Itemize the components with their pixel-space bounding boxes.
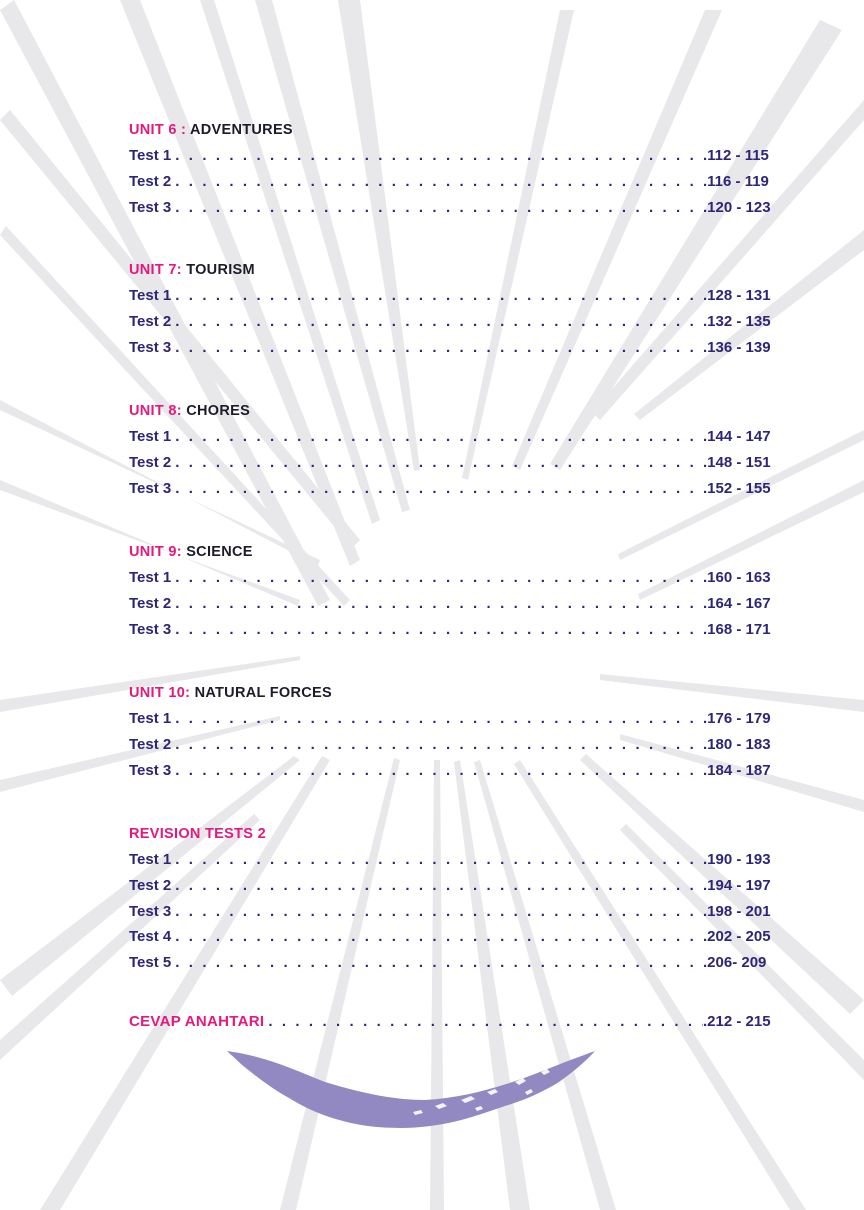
toc-entry [129,954,779,980]
unit-9-section [129,543,779,646]
section-name: SCIENCE [186,544,253,560]
entry-pages: .168 - 171 [703,620,771,638]
entry-label: Test 5 [129,954,172,972]
entry-pages: .206- 209 [703,954,767,972]
entry-pages: .194 - 197 [703,876,771,894]
toc-entry [129,199,779,225]
entry-label: Test 3 [129,338,172,356]
unit-8-section [129,402,779,505]
dot-leader [171,954,703,971]
entry-pages: .120 - 123 [703,198,771,216]
entry-pages: .136 - 139 [703,338,771,356]
entry-label: Test 2 [129,876,172,894]
section-heading [129,543,779,569]
entry-pages: .144 - 147 [703,428,771,445]
dot-leader [171,147,703,164]
toc-entry [129,851,779,877]
entry-label: Test 2 [129,453,172,471]
entry-label: Test 3 [129,620,172,638]
dot-leader [171,173,703,190]
brush-stroke-decoration [225,1048,599,1132]
dot-leader [171,736,703,753]
dot-leader [171,928,703,945]
entry-pages: .128 - 131 [703,287,771,304]
section-name: NATURAL FORCES [194,685,332,701]
toc-entry [129,903,779,929]
section-heading [129,402,779,428]
entry-pages: .190 - 193 [703,851,771,868]
section-prefix: UNIT 7: [129,262,182,278]
toc-entry [129,147,779,173]
section-heading [129,121,779,147]
entry-pages: .198 - 201 [703,902,771,920]
dot-leader [171,877,703,894]
entry-label: Test 1 [129,569,172,586]
toc-entry [129,621,779,647]
dot-leader [171,313,703,330]
entry-label: Test 1 [129,287,172,304]
section-prefix: UNIT 6 : [129,122,187,138]
dot-leader [171,454,703,471]
entry-pages: .132 - 135 [703,312,771,330]
entry-label: Test 1 [129,851,172,868]
entry-label: Test 2 [129,594,172,612]
section-prefix: REVISION TESTS 2 [129,826,266,842]
entry-pages: .164 - 167 [703,594,771,612]
section-name: ADVENTURES [189,122,293,138]
toc-entry [129,173,779,199]
toc-entry [129,762,779,788]
unit-10-section [129,684,779,787]
entry-pages: .152 - 155 [703,479,771,497]
entry-label: Test 3 [129,198,172,216]
entry-label: Test 1 [129,710,172,727]
section-name: CHORES [186,403,251,419]
toc-entry [129,877,779,903]
dot-leader [171,199,703,216]
dot-leader [171,339,703,356]
entry-label: Test 1 [129,147,172,164]
section-name: TOURISM [186,262,255,278]
section-heading [129,261,779,287]
dot-leader [171,710,703,727]
dot-leader [171,428,703,445]
dot-leader [264,1013,703,1030]
toc-entry [129,569,779,595]
dot-leader [171,762,703,779]
entry-pages: .176 - 179 [703,710,771,727]
section-prefix: UNIT 9: [129,544,182,560]
answer-key-section [129,1013,779,1039]
entry-pages: .148 - 151 [703,453,771,471]
entry-pages: .160 - 163 [703,569,771,586]
toc-entry [129,710,779,736]
dot-leader [171,621,703,638]
answer-key-label: CEVAP ANAHTARI [129,1013,265,1030]
toc-entry [129,428,779,454]
toc-entry [129,287,779,313]
entry-label: Test 2 [129,312,172,330]
toc-entry [129,480,779,506]
section-heading [129,684,779,710]
entry-label: Test 3 [129,902,172,920]
entry-label: Test 3 [129,761,172,779]
section-prefix: UNIT 8: [129,403,182,419]
dot-leader [171,287,703,304]
revision-tests-2-section [129,825,779,980]
unit-7-section [129,261,779,364]
dot-leader [171,851,703,868]
entry-pages: .202 - 205 [703,928,771,946]
section-prefix: UNIT 10: [129,685,191,701]
entry-label: Test 1 [129,428,172,445]
unit-6-section [129,121,779,224]
entry-label: Test 2 [129,735,172,753]
toc-entry [129,595,779,621]
dot-leader [171,595,703,612]
entry-label: Test 3 [129,479,172,497]
entry-pages: .184 - 187 [703,761,771,779]
entry-pages: .112 - 115 [703,147,769,164]
toc-entry [129,313,779,339]
answer-key-entry [129,1013,779,1039]
entry-pages: .180 - 183 [703,735,771,753]
section-heading [129,825,779,851]
dot-leader [171,903,703,920]
toc-entry [129,339,779,365]
entry-pages: .116 - 119 [703,172,769,190]
toc-entry [129,736,779,762]
entry-label: Test 4 [129,928,172,946]
entry-label: Test 2 [129,172,172,190]
dot-leader [171,569,703,586]
answer-key-pages: .212 - 215 [703,1013,771,1030]
dot-leader [171,480,703,497]
toc-entry [129,454,779,480]
toc-entry [129,928,779,954]
